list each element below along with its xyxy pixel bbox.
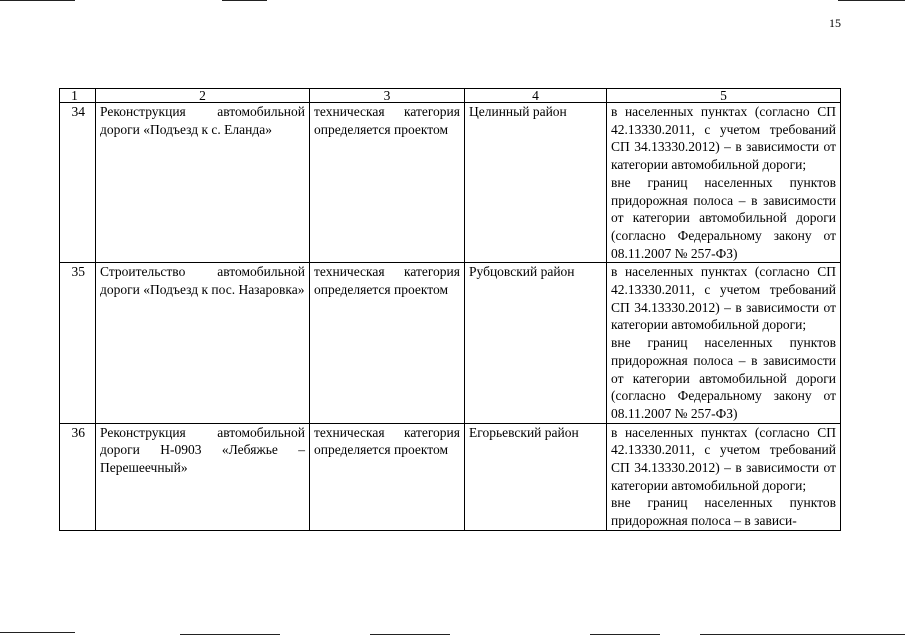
zone-cell: в населенных пунктах (согласно СП 42.13330.2011, с учетом требований СП 34.13330.2012) – в зависимости от категории автомобильной дороги; вне границ населенных пунктов придорожная полоса – в зависимости от категории автомобильной дороги (согласно Федеральному закону от 08.11.2007 № 257-ФЗ)	[607, 263, 841, 423]
header-cell-5: 5	[607, 89, 841, 103]
table-header-row	[60, 89, 841, 103]
row-number: 35	[60, 263, 96, 423]
scan-edge-bottom-left	[0, 632, 75, 633]
page-number: 15	[829, 16, 841, 30]
scan-edge-bottom-mid2	[370, 634, 450, 635]
scan-edge-bottom-right	[700, 634, 905, 635]
header-cell-1: 1	[60, 89, 96, 103]
header-cell-4: 4	[465, 89, 607, 103]
object-name-cell: Строительство автомобильной дороги «Подъезд к пос. Назаровка»	[96, 263, 310, 423]
row-number: 36	[60, 423, 96, 530]
document-table	[59, 88, 841, 531]
category-cell: техническая категория определяется проектом	[310, 103, 465, 263]
header-cell-3: 3	[310, 89, 465, 103]
zone-cell: в населенных пунктах (согласно СП 42.13330.2011, с учетом требований СП 34.13330.2012) – в зависимости от категории автомобильной дороги; вне границ населенных пунктов придорожная полоса – в зависимости от категории автомобильной дороги (согласно Федеральному закону от 08.11.2007 № 257-ФЗ)	[607, 103, 841, 263]
object-name-cell: Реконструкция автомобильной дороги Н-0903 «Лебяжье – Перешеечный»	[96, 423, 310, 530]
table-row	[60, 423, 841, 530]
category-cell: техническая категория определяется проектом	[310, 423, 465, 530]
object-name-cell: Реконструкция автомобильной дороги «Подъезд к с. Еланда»	[96, 103, 310, 263]
row-number: 34	[60, 103, 96, 263]
table-row	[60, 263, 841, 423]
location-cell: Рубцовский район	[465, 263, 607, 423]
table-row	[60, 103, 841, 263]
location-cell: Егорьевский район	[465, 423, 607, 530]
zone-cell: в населенных пунктах (согласно СП 42.13330.2011, с учетом требований СП 34.13330.2012) – в зависимости от категории автомобильной дороги; вне границ населенных пунктов придорожная полоса – в зависи-	[607, 423, 841, 530]
category-cell: техническая категория определяется проектом	[310, 263, 465, 423]
scan-edge-bottom-mid3	[590, 634, 660, 635]
location-cell: Целинный район	[465, 103, 607, 263]
scan-edge-bottom-mid1	[180, 634, 280, 635]
header-cell-2: 2	[96, 89, 310, 103]
